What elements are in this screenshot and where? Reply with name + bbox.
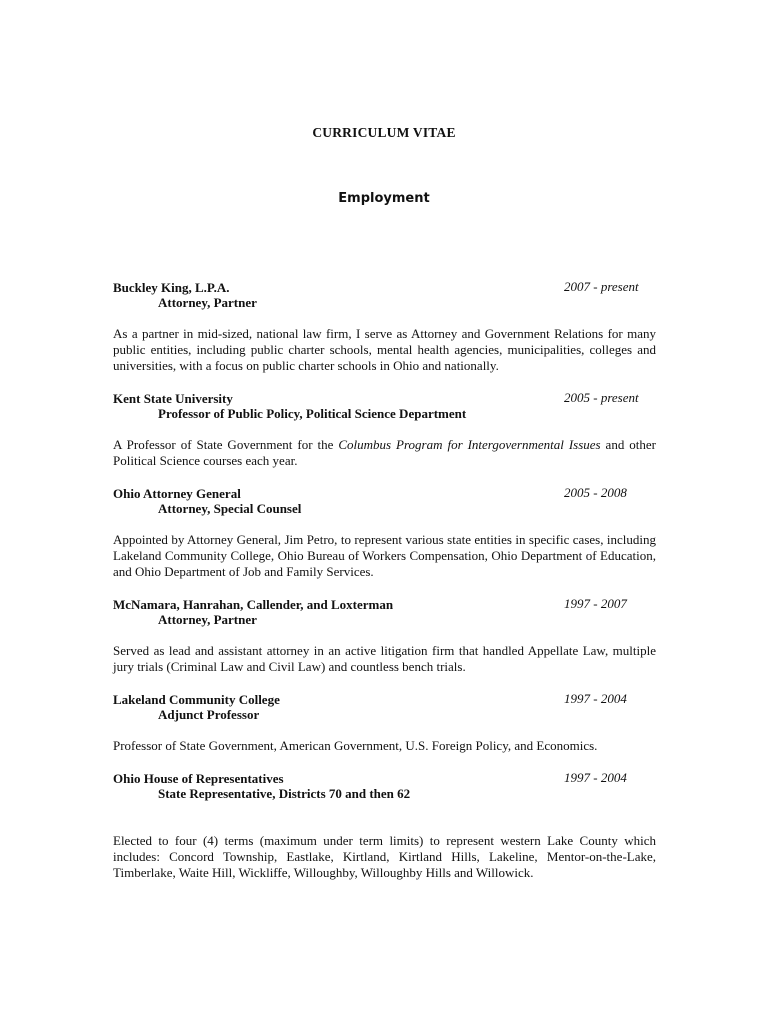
entry-dates: 2007 - present [564, 279, 639, 294]
entry-organization: Buckley King, L.P.A. [113, 280, 230, 295]
entry-header [113, 596, 656, 612]
entry-role: Attorney, Partner [158, 295, 257, 310]
entry-description: As a partner in mid-sized, national law firm, I serve as Attorney and Government Relations for many public entities, including public charter schools, mental health agencies, municipalities, colleges and universities, with a focus on public charter schools in Ohio and nationally. [113, 326, 656, 373]
entry-role: Attorney, Special Counsel [158, 501, 302, 516]
employment-list [113, 279, 656, 897]
entry-role: Professor of Public Policy, Political Science Department [158, 406, 467, 421]
employment-entry [113, 691, 656, 754]
entry-description: Appointed by Attorney General, Jim Petro, to represent various state entities in specific cases, including Lakeland Community College, Ohio Bureau of Workers Compensation, Ohio Department of Education, and Ohio Department of Job and Family Services. [113, 532, 656, 579]
employment-entry [113, 390, 656, 469]
entry-organization: Lakeland Community College [113, 692, 280, 707]
document-title: CURRICULUM VITAE [312, 125, 456, 140]
entry-dates: 2005 - present [564, 390, 639, 405]
entry-description-text: and other Political Science courses each year. [113, 437, 656, 468]
entry-role: Adjunct Professor [158, 707, 260, 722]
entry-role: Attorney, Partner [158, 612, 257, 627]
entry-description: Elected to four (4) terms (maximum under term limits) to represent western Lake County which includes: Concord Township, Eastlake, Kirtland, Kirtland Hills, Lakeline, Mentor-on-the-Lake, Timberlake, Waite Hill, Wickliffe, Willoughby, Willoughby Hills and Willowick. [113, 833, 656, 880]
entry-description: Served as lead and assistant attorney in an active litigation firm that handled Appellate Law, multiple jury trials (Criminal Law and Civil Law) and countless bench trials. [113, 643, 656, 674]
entry-dates: 1997 - 2007 [564, 596, 627, 611]
entry-organization: Kent State University [113, 391, 233, 406]
entry-organization: McNamara, Hanrahan, Callender, and Loxterman [113, 597, 394, 612]
entry-description-text: A Professor of State Government for the [113, 437, 339, 452]
entry-description: Professor of State Government, American Government, U.S. Foreign Policy, and Economics. [113, 738, 598, 753]
employment-entry [113, 596, 656, 675]
section-heading-employment: Employment [338, 191, 430, 206]
entry-dates: 1997 - 2004 [564, 691, 627, 706]
entry-header [113, 485, 656, 501]
entry-role: State Representative, Districts 70 and then 62 [158, 786, 411, 801]
employment-entry [113, 770, 656, 881]
entry-organization: Ohio House of Representatives [113, 771, 284, 786]
entry-organization: Ohio Attorney General [113, 486, 241, 501]
employment-entry [113, 279, 656, 374]
entry-header [113, 691, 656, 707]
program-name: Columbus Program for Intergovernmental Issues [338, 437, 601, 452]
entry-header [113, 279, 656, 295]
entry-description [113, 437, 656, 469]
entry-header [113, 770, 656, 786]
entry-dates: 2005 - 2008 [564, 485, 627, 500]
entry-dates: 1997 - 2004 [564, 770, 627, 785]
employment-entry [113, 485, 656, 580]
entry-header [113, 390, 656, 406]
